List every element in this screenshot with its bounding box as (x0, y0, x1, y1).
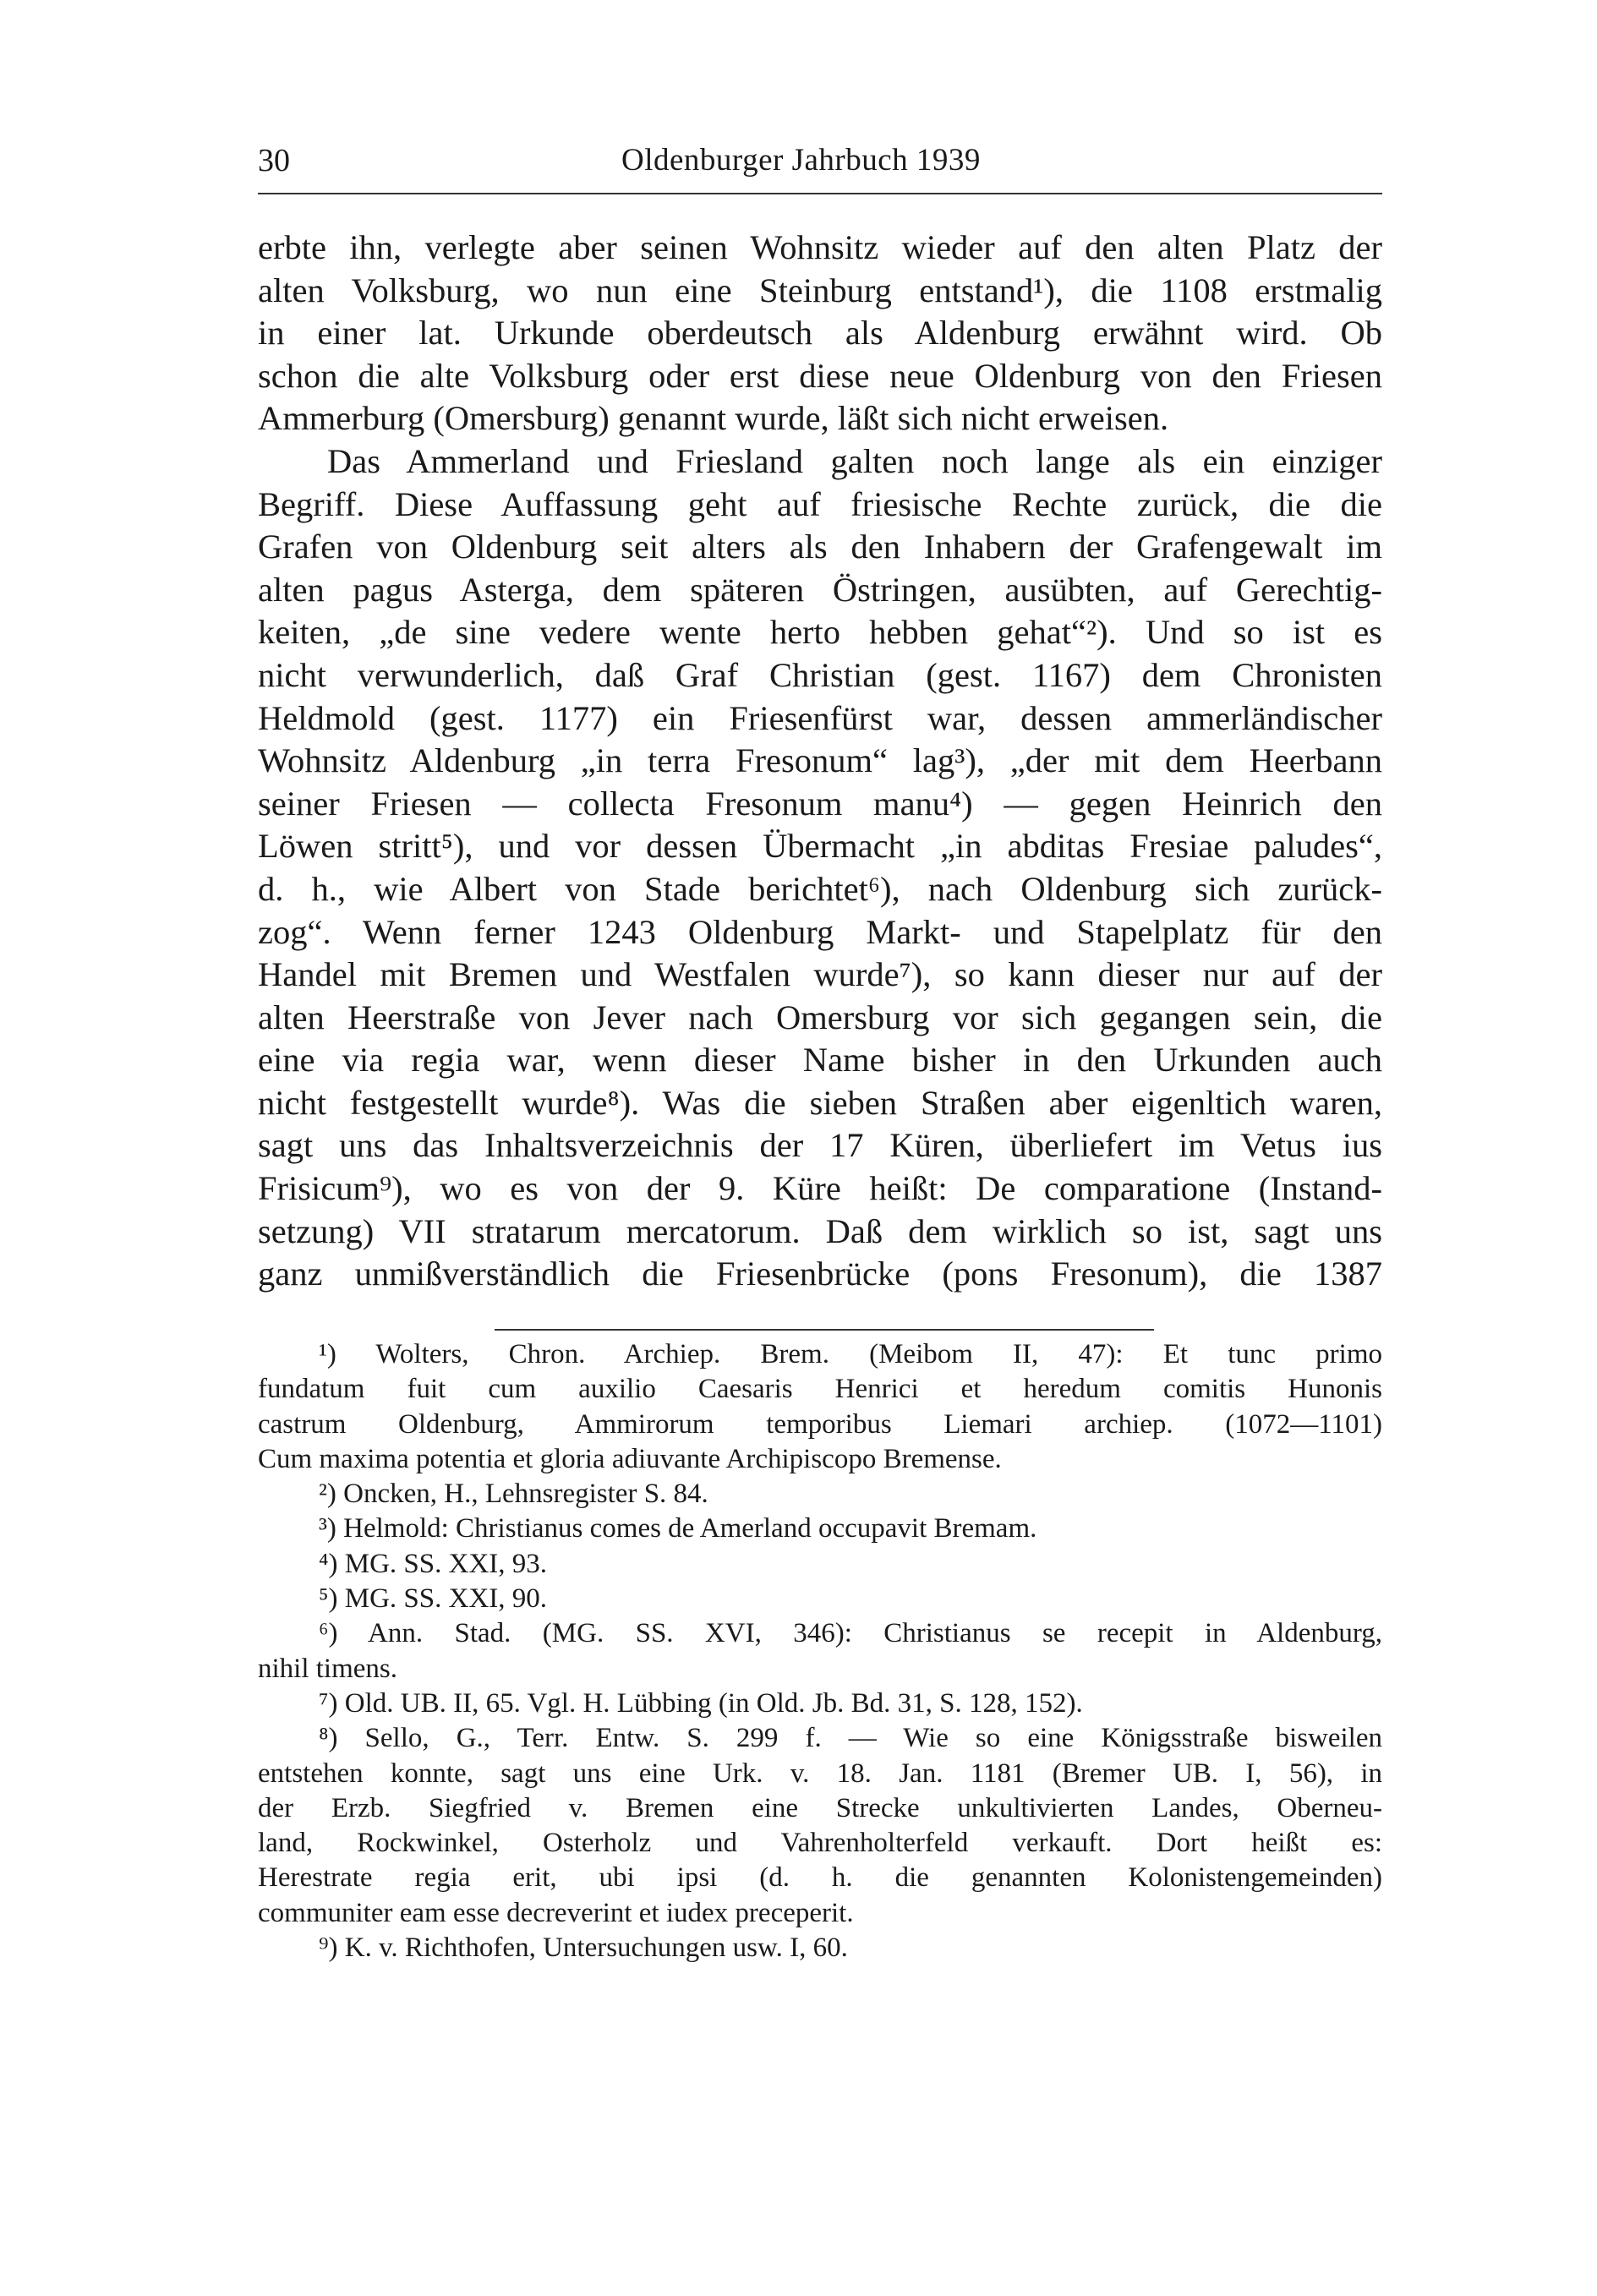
body-line: Frisicum⁹), wo es von der 9. Küre heißt: De comparatione (Instand- (258, 1169, 1382, 1208)
body-line: ganz unmißverständlich die Friesenbrücke (pons Fresonum), die 1387 (258, 1255, 1382, 1293)
footnote-line: castrum Oldenburg, Ammirorum temporibus Liemari archiep. (1072—1101) (258, 1408, 1382, 1440)
footnote-rule (495, 1329, 1154, 1331)
body-line: d. h., wie Albert von Stade berichtet⁶), nach Oldenburg sich zurück- (258, 869, 1382, 908)
footnote-line: der Erzb. Siegfried v. Bremen eine Strecke unkultivierten Landes, Oberneu- (258, 1792, 1382, 1823)
footnote-line: Cum maxima potentia et gloria adiuvante Archipiscopo Bremense. (258, 1443, 1002, 1474)
body-line: Heldmold (gest. 1177) ein Friesenfürst war, dessen ammerländischer (258, 698, 1382, 737)
footnote-line: land, Rockwinkel, Osterholz und Vahrenholterfeld verkauft. Dort heißt es: (258, 1828, 1382, 1859)
body-line: nicht verwunderlich, daß Graf Christian (gest. 1167) dem Chronisten (258, 655, 1382, 694)
header-rule (258, 193, 1382, 194)
body-line: Begriff. Diese Auffassung geht auf friesische Rechte zurück, die die (258, 484, 1382, 523)
footnotes (258, 1337, 1382, 1965)
footnote-line: ⁹) K. v. Richthofen, Untersuchungen usw. I, 60. (319, 1932, 848, 1964)
body-line: Grafen von Oldenburg seit alters als den Inhabern der Grafengewalt im (258, 528, 1382, 566)
body-line: nicht festgestellt wurde⁸). Was die sieben Straßen aber eigenltich waren, (258, 1083, 1382, 1122)
body-line: alten pagus Asterga, dem späteren Östringen, ausübten, auf Gerechtig- (258, 570, 1382, 609)
footnote-line: ⁸) Sello, G., Terr. Entw. S. 299 f. — Wie so eine Königsstraße bisweilen (319, 1723, 1382, 1754)
body-line: alten Volksburg, wo nun eine Steinburg entstand¹), die 1108 erstmalig (258, 271, 1382, 309)
body-line: Löwen stritt⁵), und vor dessen Übermacht „in abditas Fresiae paludes“, (258, 827, 1382, 866)
footnote-line: Herestrate regia erit, ubi ipsi (d. h. die genannten Kolonistengemeinden) (258, 1862, 1382, 1894)
footnote-line: communiter eam esse decreverint et iudex preceperit. (258, 1897, 854, 1928)
page-number: 30 (258, 143, 290, 178)
body-line: zog“. Wenn ferner 1243 Oldenburg Markt- und Stapelplatz für den (258, 912, 1382, 951)
body-line: sagt uns das Inhaltsverzeichnis der 17 Küren, überliefert im Vetus ius (258, 1126, 1382, 1165)
footnote-line: ⁴) MG. SS. XXI, 93. (319, 1548, 548, 1579)
footnote-line: fundatum fuit cum auxilio Caesaris Henrici et heredum comitis Hunonis (258, 1374, 1382, 1405)
body-line: alten Heerstraße von Jever nach Omersburg vor sich gegangen sein, die (258, 998, 1382, 1036)
footnote-line: ²) Oncken, H., Lehnsregister S. 84. (319, 1479, 708, 1510)
body-line: setzung) VII stratarum mercatorum. Daß dem wirklich so ist, sagt uns (258, 1211, 1382, 1250)
footnote-line: ⁵) MG. SS. XXI, 90. (319, 1583, 548, 1615)
body-line: Ammerburg (Omersburg) genannt wurde, läßt sich nicht erweisen. (258, 399, 1169, 438)
body-line: Das Ammerland und Friesland galten noch lange als ein einziger (327, 441, 1382, 480)
body-text (258, 227, 1382, 1296)
body-line: keiten, „de sine vedere wente herto hebben gehat“²). Und so ist es (258, 613, 1382, 652)
footnote-line: ³) Helmold: Christianus comes de Amerland occupavit Bremam. (319, 1513, 1037, 1544)
footnote-line: ⁶) Ann. Stad. (MG. SS. XVI, 346): Christianus se recepit in Aldenburg, (319, 1618, 1382, 1649)
footnote-line: entstehen konnte, sagt uns eine Urk. v. 18. Jan. 1181 (Bremer UB. I, 56), in (258, 1758, 1382, 1789)
body-line: erbte ihn, verlegte aber seinen Wohnsitz wieder auf den alten Platz der (258, 228, 1382, 266)
body-line: in einer lat. Urkunde oberdeutsch als Aldenburg erwähnt wird. Ob (258, 314, 1382, 353)
body-line: Wohnsitz Aldenburg „in terra Fresonum“ lag³), „der mit dem Heerbann (258, 741, 1382, 780)
body-line: Handel mit Bremen und Westfalen wurde⁷), so kann dieser nur auf der (258, 955, 1382, 994)
body-line: eine via regia war, wenn dieser Name bisher in den Urkunden auch (258, 1041, 1382, 1080)
page-header (258, 142, 1382, 189)
running-title: Oldenburger Jahrbuch 1939 (621, 143, 981, 178)
footnote-line: ⁷) Old. UB. II, 65. Vgl. H. Lübbing (in Old. Jb. Bd. 31, S. 128, 152). (319, 1687, 1083, 1719)
body-line: schon die alte Volksburg oder erst diese neue Oldenburg von den Friesen (258, 356, 1382, 395)
body-line: seiner Friesen — collecta Fresonum manu⁴) — gegen Heinrich den (258, 784, 1382, 823)
footnote-line: nihil timens. (258, 1653, 397, 1684)
footnote-line: ¹) Wolters, Chron. Archiep. Brem. (Meibom II, 47): Et tunc primo (319, 1339, 1382, 1369)
